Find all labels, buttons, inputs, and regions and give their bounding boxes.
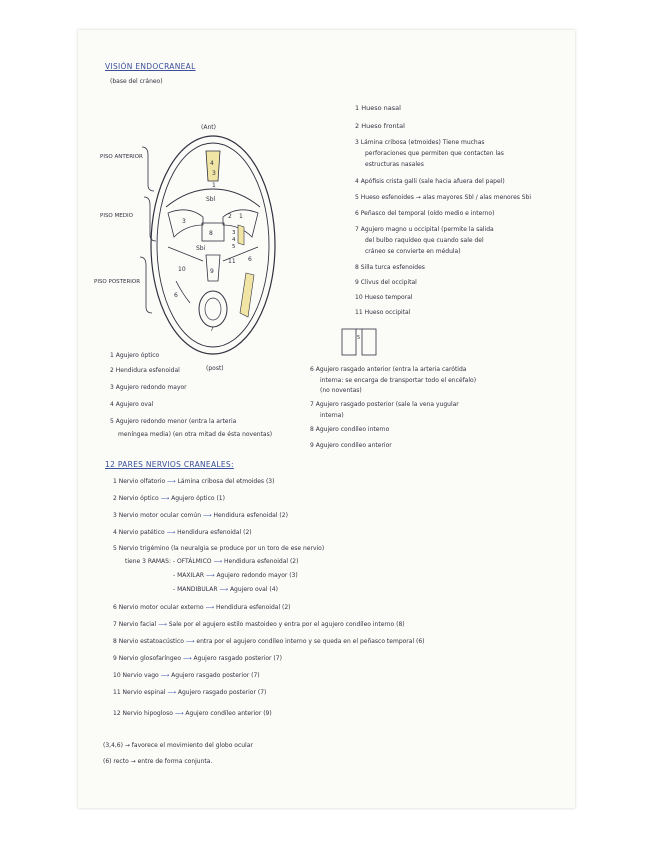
- notebook-page: [78, 30, 575, 808]
- svg-text:3: 3: [212, 170, 216, 177]
- hole-item: 9 Agujero condíleo anterior: [310, 442, 392, 449]
- bone-item: 5 Hueso esfenoides → alas mayores Sbl / alas menores Sbi: [355, 194, 532, 201]
- skull-base-diagram: [78, 85, 308, 385]
- svg-text:9: 9: [210, 268, 214, 275]
- hole-item: 5 Agujero redondo menor (entra la arteria: [110, 418, 237, 425]
- hole-item-cont: (no noventas): [320, 387, 362, 394]
- svg-text:8: 8: [209, 230, 213, 237]
- svg-text:5: 5: [232, 244, 236, 250]
- bone-item-cont: estructuras nasales: [365, 161, 424, 168]
- hole-item: 4 Agujero oval: [110, 401, 154, 408]
- svg-text:7: 7: [210, 326, 214, 333]
- nerve-branch: - MANDIBULAR ⟶ Agujero oval (4): [173, 586, 278, 593]
- hole-item: 2 Hendidura esfenoidal: [110, 367, 180, 374]
- hole-item: 6 Agujero rasgado anterior (entra la arteria carótida: [310, 366, 467, 373]
- page-subtitle: (base del cráneo): [110, 78, 163, 85]
- hole-item-cont: interna: se encarga de transportar todo el encéfalo): [320, 377, 477, 384]
- bone-item: 9 Clivus del occipital: [355, 279, 417, 286]
- nerve-branch: - MAXILAR ⟶ Agujero redondo mayor (3): [173, 572, 298, 579]
- bone-item: 8 Silla turca esfenoides: [355, 264, 425, 271]
- svg-text:1: 1: [212, 182, 216, 189]
- footnote: (3,4,6) → favorece el movimiento del globo ocular: [103, 742, 253, 749]
- bone-item-cont: del bulbo raquídeo que cuando sale del: [365, 237, 484, 244]
- nerve-branch: tiene 3 RAMAS: - OFTÁLMICO ⟶ Hendidura esfenoidal (2): [125, 558, 299, 565]
- svg-text:10: 10: [178, 266, 186, 273]
- nerve-item: 8 Nervio estatoacústico ⟶ entra por el agujero condíleo interno y se queda en el peñasco temporal (6): [113, 638, 425, 645]
- label-piso-posterior: PISO POSTERIOR: [94, 279, 141, 285]
- label-sbi: Sbi: [196, 245, 206, 252]
- nerve-item: 4 Nervio patético ⟶ Hendidura esfenoidal (2): [113, 529, 252, 536]
- nerves-title: 12 PARES NERVIOS CRANEALES:: [105, 460, 234, 469]
- bone-item: 10 Hueso temporal: [355, 294, 413, 301]
- bone-item-cont: perforaciones que permiten que contacten las: [365, 150, 504, 157]
- label-piso-anterior-1: PISO ANTERIOR: [100, 154, 143, 160]
- bone-item: 3 Lámina cribosa (etmoides) Tiene muchas: [355, 139, 485, 146]
- svg-text:3: 3: [232, 230, 236, 236]
- hole-item-cont: meníngea media) (en otra mitad de ésta noventas): [118, 431, 273, 438]
- hole-item: 1 Agujero óptico: [110, 352, 160, 359]
- hole-item: 7 Agujero rasgado posterior (sale la vena yugular: [310, 401, 459, 408]
- nerve-item: 3 Nervio motor ocular común ⟶ Hendidura esfenoidal (2): [113, 512, 288, 519]
- bone-item: 1 Hueso nasal: [355, 104, 401, 112]
- bone-item: 4 Apófisis crista galli (sale hacia afuera del papel): [355, 178, 505, 185]
- svg-text:1: 1: [239, 213, 243, 220]
- bone-item: 2 Hueso frontal: [355, 122, 405, 130]
- nerve-item: 5 Nervio trigémino (la neuralgia se produce por un toro de ese nervio): [113, 545, 325, 552]
- nerve-item: 12 Nervio hipogloso ⟶ Agujero condíleo anterior (9): [113, 710, 272, 717]
- bone-item: 6 Peñasco del temporal (oído medio e interno): [355, 210, 495, 217]
- svg-text:3: 3: [182, 218, 186, 225]
- hole-item: 8 Agujero condíleo interno: [310, 426, 390, 433]
- nerve-item: 10 Nervio vago ⟶ Agujero rasgado posterior (7): [113, 672, 260, 679]
- svg-text:6: 6: [248, 256, 252, 263]
- bone-item-cont: cráneo se convierte en médula): [365, 248, 461, 255]
- bone-item: 7 Agujero magno u occipital (permite la salida: [355, 226, 494, 233]
- svg-text:5: 5: [357, 335, 361, 341]
- bone-item: 11 Hueso occipital: [355, 309, 411, 316]
- small-sketch: [340, 325, 380, 360]
- svg-text:11: 11: [228, 258, 236, 265]
- nerve-item: 7 Nervio facial ⟶ Sale por el agujero estilo mastoideo y entra por el agujero condíleo interno (8): [113, 621, 405, 628]
- hole-item: 3 Agujero redondo mayor: [110, 384, 187, 391]
- nerve-item: 1 Nervio olfatorio ⟶ Lámina cribosa del etmoides (3): [113, 478, 275, 485]
- label-post: (post): [206, 365, 224, 372]
- hole-item-cont: interna): [320, 412, 344, 419]
- nerve-item: 11 Nervio espinal ⟶ Agujero rasgado posterior (7): [113, 689, 267, 696]
- svg-text:4: 4: [232, 237, 236, 243]
- svg-text:6: 6: [174, 292, 178, 299]
- nerve-item: 9 Nervio glosofaríngeo ⟶ Agujero rasgado posterior (7): [113, 655, 282, 662]
- svg-text:2: 2: [228, 213, 232, 220]
- svg-text:4: 4: [210, 160, 214, 167]
- nerve-item: 6 Nervio motor ocular externo ⟶ Hendidura esfenoidal (2): [113, 604, 291, 611]
- label-piso-medio: PISO MEDIO: [100, 213, 133, 219]
- label-sbl: Sbl: [206, 196, 216, 203]
- footnote: (6) recto → entre de forma conjunta.: [103, 758, 213, 765]
- page-title: VISIÓN ENDOCRANEAL: [105, 62, 196, 71]
- label-ant: (Ant): [201, 124, 216, 131]
- nerve-item: 2 Nervio óptico ⟶ Agujero óptico (1): [113, 495, 225, 502]
